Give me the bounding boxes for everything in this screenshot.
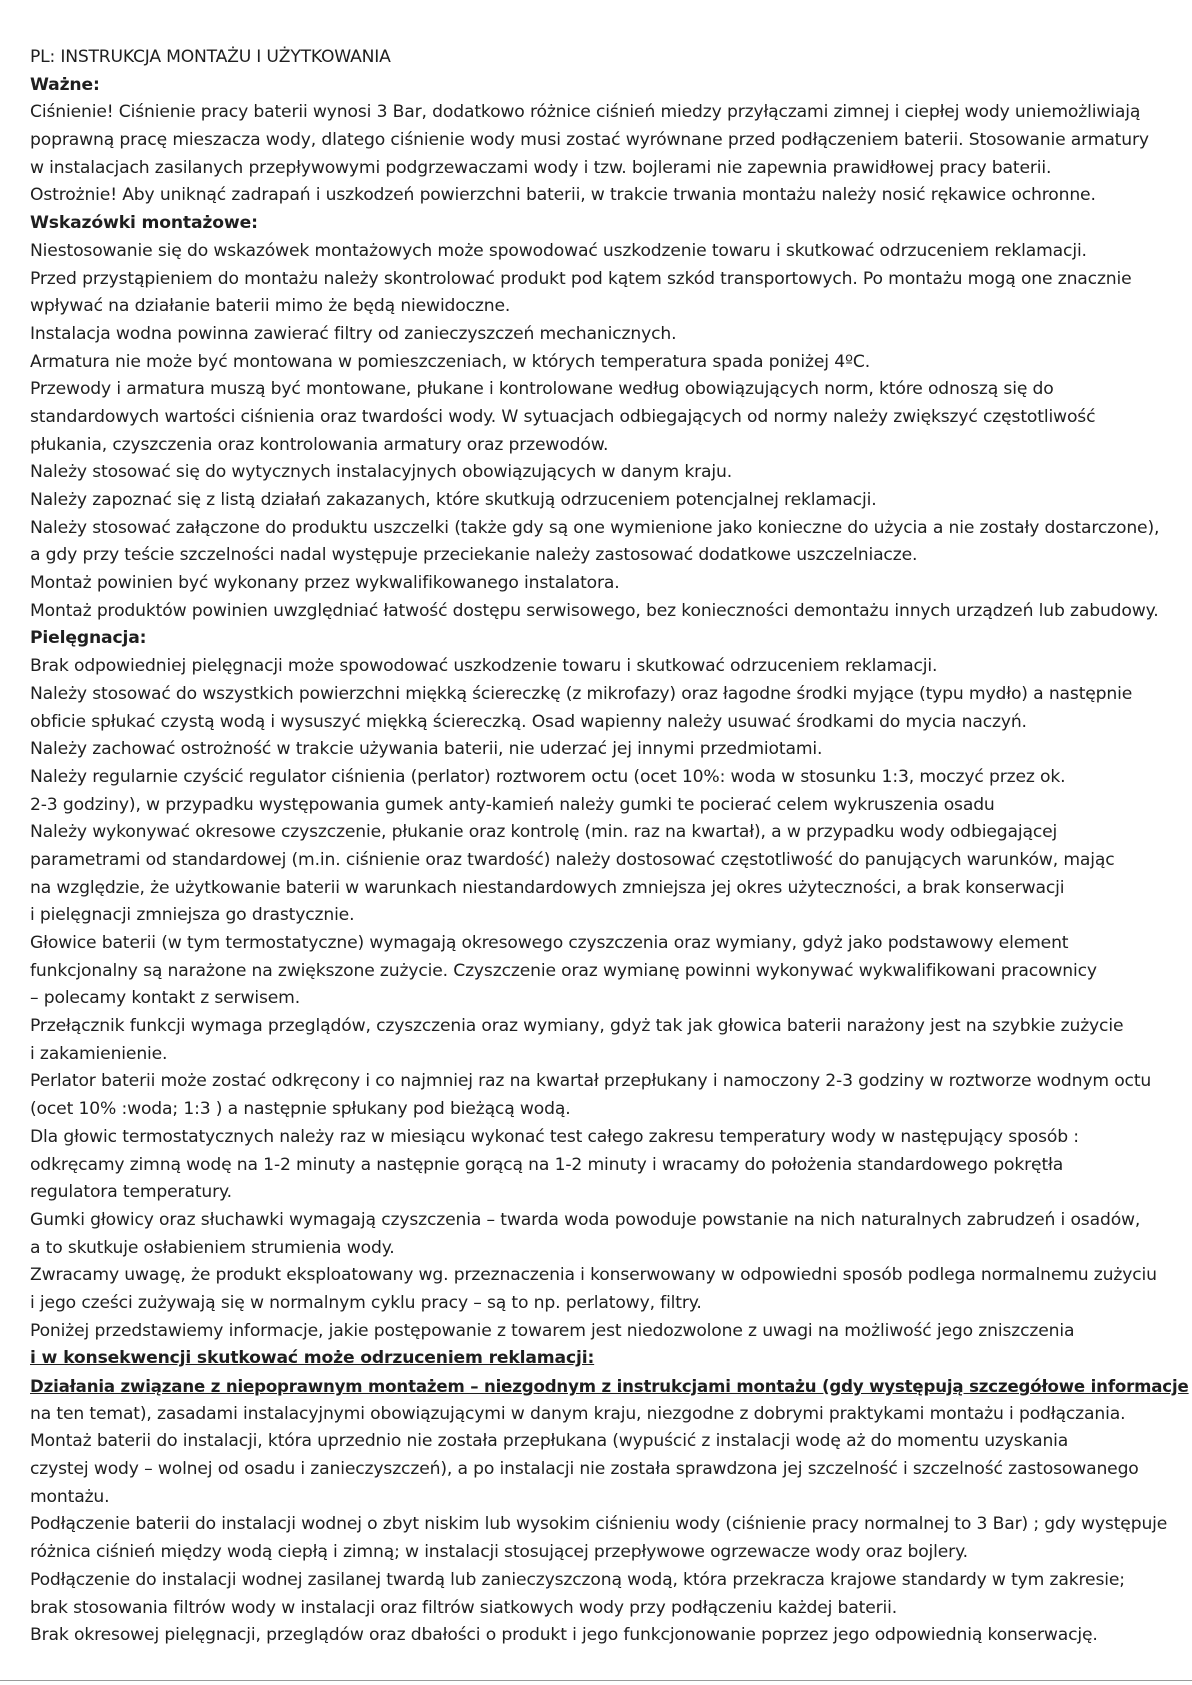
- text-line: Należy stosować do wszystkich powierzchni miękką ściereczkę (z mikrofazy) oraz łagodne środki myjące (typu mydło) a następnie: [30, 683, 1133, 704]
- text-line: Należy wykonywać okresowe czyszczenie, płukanie oraz kontrolę (min. raz na kwartał), a w przypadku wody odbiegającej: [30, 822, 1058, 843]
- prohibited-actions-notice: Działania związane z niepoprawnym montażem – niezgodnym z instrukcjami montażu (gdy występują szczegółowe informacje: [30, 1377, 1189, 1396]
- text-line: Niestosowanie się do wskazówek montażowych może spowodować uszkodzenie towaru i skutkować odrzuceniem reklamacji.: [30, 240, 1087, 261]
- text-line: Montaż produktów powinien uwzględniać łatwość dostępu serwisowego, bez konieczności demontażu innych urządzeń lub zabudowy.: [30, 600, 1159, 621]
- text-line: poprawną pracę mieszacza wody, dlatego ciśnienie wody musi zostać wyrównane przed podłączeniem baterii. Stosowanie armatury: [30, 130, 1149, 151]
- text-line: Przełącznik funkcji wymaga przeglądów, czyszczenia oraz wymiany, gdyż tak jak głowica baterii narażony jest na szybkie zużycie: [30, 1016, 1124, 1037]
- section-heading-installation-tips: Wskazówki montażowe:: [30, 213, 258, 234]
- text-line: 2-3 godziny), w przypadku występowania gumek anty-kamień należy gumki te pocierać celem wykruszenia osadu: [30, 794, 995, 815]
- text-line: i jego cześci zużywają się w normalnym cyklu pracy – są to np. perlatowy, filtry.: [30, 1292, 702, 1313]
- text-line: obficie spłukać czystą wodą i wysuszyć miękką ściereczką. Osad wapienny należy usuwać środkami do mycia naczyń.: [30, 711, 1027, 732]
- text-line: Armatura nie może być montowana w pomieszczeniach, w których temperatura spada poniżej 4ºC.: [30, 351, 871, 372]
- text-line: brak stosowania filtrów wody w instalacji oraz filtrów siatkowych wody przy podłączeniu każdej baterii.: [30, 1597, 898, 1618]
- text-line: – polecamy kontakt z serwisem.: [30, 988, 301, 1009]
- text-line: Instalacja wodna powinna zawierać filtry od zanieczyszczeń mechanicznych.: [30, 323, 677, 344]
- text-line: Należy stosować załączone do produktu uszczelki (także gdy są one wymienione jako konieczne do użycia a nie zostały dostarczone),: [30, 517, 1160, 538]
- section-heading-care: Pielęgnacja:: [30, 628, 147, 649]
- prohibited-actions-notice: i w konsekwencji skutkować może odrzuceniem reklamacji:: [30, 1348, 595, 1369]
- instruction-document: [30, 44, 1192, 1678]
- text-line: Poniżej przedstawiemy informacje, jakie postępowanie z towarem jest niedozwolone z uwagi na możliwość jego zniszczenia: [30, 1320, 1075, 1341]
- text-line: Ostrożnie! Aby uniknąć zadrapań i uszkodzeń powierzchni baterii, w trakcie trwania montażu należy nosić rękawice ochronne.: [30, 185, 1096, 206]
- page-bottom-divider: [0, 1680, 1192, 1681]
- text-line: Głowice baterii (w tym termostatyczne) wymagają okresowego czyszczenia oraz wymiany, gdyż jako podstawowy element: [30, 933, 1069, 953]
- text-line: Podłączenie do instalacji wodnej zasilanej twardą lub zanieczyszczoną wodą, która przekracza krajowe standardy w tym zakresie;: [30, 1569, 1125, 1590]
- section-heading-important: Ważne:: [30, 74, 100, 95]
- text-line: Należy zapoznać się z listą działań zakazanych, które skutkują odrzuceniem potencjalnej reklamacji.: [30, 490, 877, 510]
- text-line: parametrami od standardowej (m.in. ciśnienie oraz twardość) należy dostosować częstotliwość do panujących warunków, mając: [30, 849, 1115, 870]
- text-line: (ocet 10% :woda; 1:3 ) a następnie spłukany pod bieżącą wodą.: [30, 1099, 571, 1120]
- text-line: Przed przystąpieniem do montażu należy skontrolować produkt pod kątem szkód transportowych. Po montażu mogą one znacznie: [30, 268, 1132, 289]
- text-line: funkcjonalny są narażone na zwiększone zużycie. Czyszczenie oraz wymianę powinni wykonywać wykwalifikowani pracownicy: [30, 960, 1097, 981]
- text-line: Podłączenie baterii do instalacji wodnej o zbyt niskim lub wysokim ciśnieniu wody (ciśnienie pracy normalnej to 3 Bar) ; gdy występuje: [30, 1514, 1168, 1535]
- text-line: w instalacjach zasilanych przepływowymi podgrzewaczami wody i tzw. bojlerami nie zapewnia prawidłowej pracy baterii.: [30, 157, 1052, 178]
- text-line: Ciśnienie! Ciśnienie pracy baterii wynosi 3 Bar, dodatkowo różnice ciśnień miedzy przyłączami zimnej i ciepłej wody uniemożliwiają: [30, 102, 1141, 123]
- text-line: i pielęgnacji zmniejsza go drastycznie.: [30, 905, 355, 926]
- text-line: a to skutkuje osłabieniem strumienia wody.: [30, 1237, 395, 1258]
- text-line: różnica ciśnień między wodą ciepłą i zimną; w instalacji stosującej przepływowe ogrzewacze wody oraz bojlery.: [30, 1542, 968, 1563]
- text-line: Gumki głowicy oraz słuchawki wymagają czyszczenia – twarda woda powoduje powstanie na nich naturalnych zabrudzeń i osadów,: [30, 1209, 1141, 1230]
- text-line: Montaż baterii do instalacji, która uprzednio nie została przepłukana (wypuścić z instalacji wodę aż do momentu uzyskania: [30, 1431, 1069, 1452]
- text-line: Należy stosować się do wytycznych instalacyjnych obowiązujących w danym kraju.: [30, 462, 733, 483]
- text-line: Perlator baterii może zostać odkręcony i co najmniej raz na kwartał przepłukany i namoczony 2-3 godziny w roztworze wodnym octu: [30, 1071, 1152, 1092]
- text-line: montażu.: [30, 1486, 110, 1507]
- text-line: regulatora temperatury.: [30, 1182, 232, 1203]
- text-line: na ten temat), zasadami instalacyjnymi obowiązującymi w danym kraju, niezgodne z dobrymi praktykami montażu i podłączania.: [30, 1403, 1126, 1424]
- text-line: Zwracamy uwagę, że produkt eksploatowany wg. przeznaczenia i konserwowany w odpowiedni sposób podlega normalnemu zużyciu: [30, 1265, 1157, 1286]
- text-line: standardowych wartości ciśnienia oraz twardości wody. W sytuacjach odbiegających od normy należy zwiększyć częstotliwość: [30, 406, 1096, 427]
- text-line: Brak okresowej pielęgnacji, przeglądów oraz dbałości o produkt i jego funkcjonowanie poprzez jego odpowiednią konserwację.: [30, 1625, 1098, 1646]
- text-line: Montaż powinien być wykonany przez wykwalifikowanego instalatora.: [30, 573, 620, 594]
- text-line: Przewody i armatura muszą być montowane, płukane i kontrolowane według obowiązujących norm, które odnoszą się do: [30, 379, 1054, 400]
- text-line: [30, 1650, 1192, 1678]
- text-line: odkręcamy zimną wodę na 1-2 minuty a następnie gorącą na 1-2 minuty i wracamy do położenia standardowego pokrętła: [30, 1154, 1064, 1175]
- text-line: a gdy przy teście szczelności nadal występuje przeciekanie należy zastosować dodatkowe uszczelniacze.: [30, 545, 918, 566]
- text-line: wpływać na działanie baterii mimo że będą niewidoczne.: [30, 296, 511, 317]
- text-line: Dla głowic termostatycznych należy raz w miesiącu wykonać test całego zakresu temperatury wody w następujący sposób :: [30, 1126, 1079, 1147]
- text-line: i zakamienienie.: [30, 1043, 168, 1064]
- text-line: Należy regularnie czyścić regulator ciśnienia (perlator) roztworem octu (ocet 10%: woda w stosunku 1:3, moczyć przez ok.: [30, 766, 1066, 787]
- document-title: PL: INSTRUKCJA MONTAŻU I UŻYTKOWANIA: [30, 47, 391, 67]
- text-line: Należy zachować ostrożność w trakcie używania baterii, nie uderzać jej innymi przedmiotami.: [30, 739, 823, 760]
- text-line: płukania, czyszczenia oraz kontrolowania armatury oraz przewodów.: [30, 434, 609, 455]
- text-line: czystej wody – wolnej od osadu i zanieczyszczeń), a po instalacji nie została sprawdzona jej szczelność i szczelność zastosowanego: [30, 1459, 1139, 1480]
- text-line: na względzie, że użytkowanie baterii w warunkach niestandardowych zmniejsza jej okres użyteczności, a brak konserwacji: [30, 877, 1065, 898]
- text-line: Brak odpowiedniej pielęgnacji może spowodować uszkodzenie towaru i skutkować odrzuceniem reklamacji.: [30, 656, 938, 677]
